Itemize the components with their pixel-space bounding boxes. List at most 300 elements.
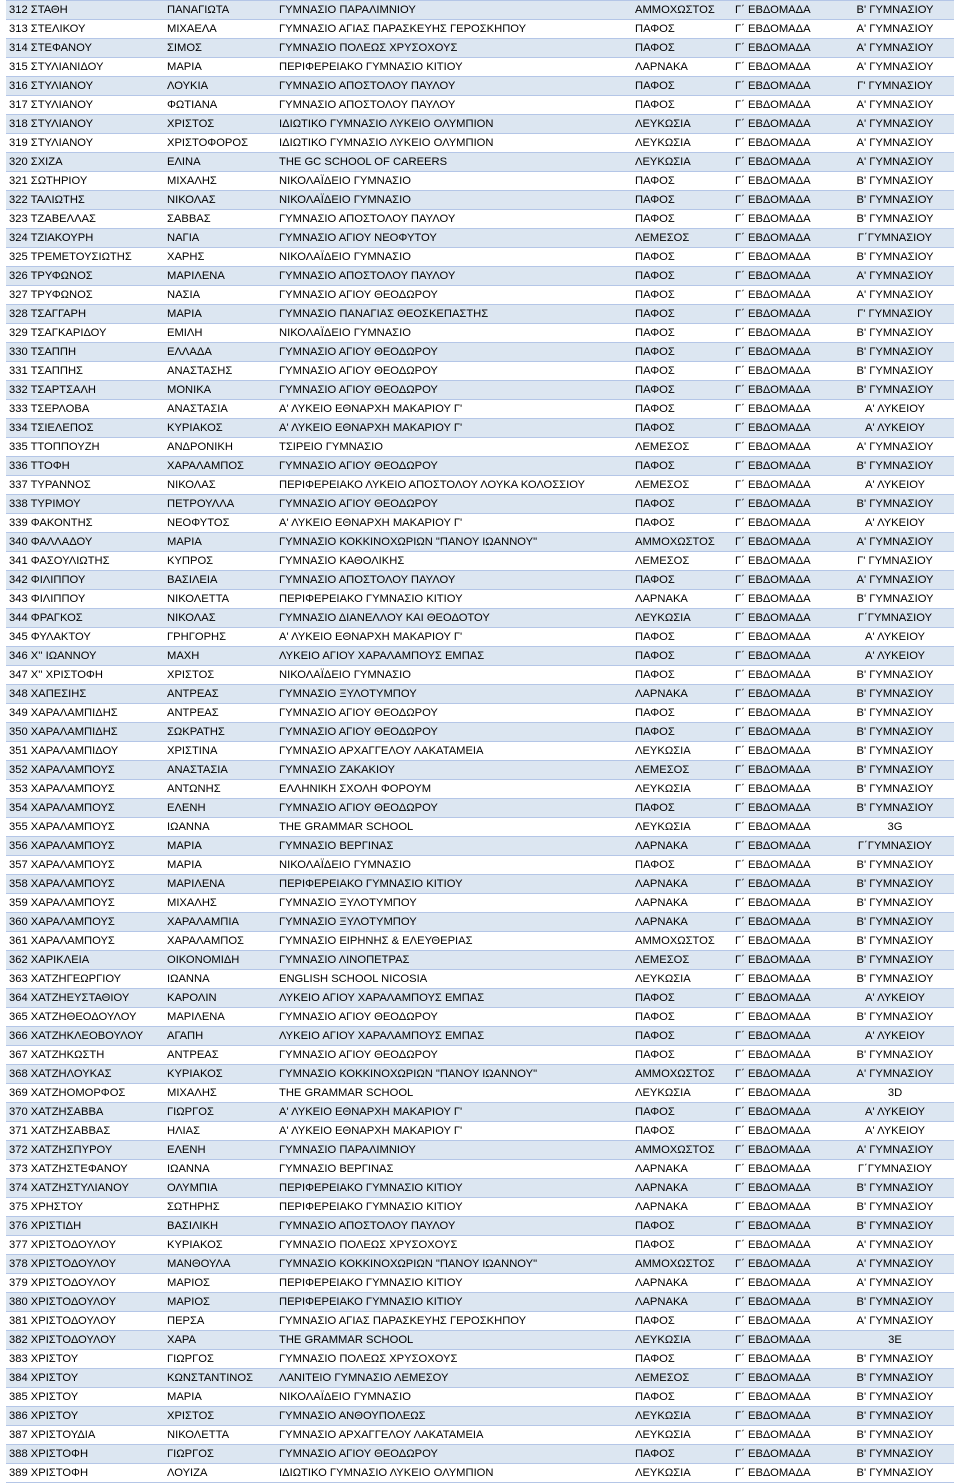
week-cell: Γ΄ ΕΒΔΟΜΑΔΑ (735, 1331, 836, 1350)
table-row (6, 818, 954, 837)
first-name-cell: ΜΙΧΑΛΗΣ (164, 172, 276, 191)
week-cell: Γ΄ ΕΒΔΟΜΑΔΑ (735, 134, 836, 153)
week-cell: Γ΄ ΕΒΔΟΜΑΔΑ (735, 514, 836, 533)
week-cell: Γ΄ ΕΒΔΟΜΑΔΑ (735, 1084, 836, 1103)
week-cell: Γ΄ ΕΒΔΟΜΑΔΑ (735, 476, 836, 495)
table-row (6, 1426, 954, 1445)
table-row (6, 1255, 954, 1274)
row-number-surname-cell: 367 ΧΑΤΖΗΚΩΣΤΗ (6, 1046, 164, 1065)
district-cell: ΑΜΜΟΧΩΣΤΟΣ (632, 1, 735, 20)
row-number-surname-cell: 383 ΧΡΙΣΤΟΥ (6, 1350, 164, 1369)
class-cell: Α' ΛΥΚΕΙΟΥ (836, 1122, 954, 1141)
table-row (6, 1350, 954, 1369)
class-cell: Β' ΓΥΜΝΑΣΙΟΥ (836, 1179, 954, 1198)
row-number-surname-cell: 322 ΤΑΛΙΩΤΗΣ (6, 191, 164, 210)
week-cell: Γ΄ ΕΒΔΟΜΑΔΑ (735, 191, 836, 210)
row-number-surname-cell: 389 ΧΡΙΣΤΟΦΗ (6, 1464, 164, 1483)
first-name-cell: ΣΩΚΡΑΤΗΣ (164, 723, 276, 742)
table-row (6, 1027, 954, 1046)
table-body (6, 1, 954, 1483)
district-cell: ΛΑΡΝΑΚΑ (632, 1198, 735, 1217)
table-row (6, 58, 954, 77)
school-cell: ΠΕΡΙΦΕΡΕΙΑΚΟ ΛΥΚΕΙΟ ΑΠΟΣΤΟΛΟΥ ΛΟΥΚΑ ΚΟΛΟΣΣΙΟΥ (276, 476, 632, 495)
table-row (6, 1122, 954, 1141)
school-cell: ΓΥΜΝΑΣΙΟ ΑΠΟΣΤΟΛΟΥ ΠΑΥΛΟΥ (276, 210, 632, 229)
table-row (6, 1293, 954, 1312)
class-cell: Β' ΓΥΜΝΑΣΙΟΥ (836, 495, 954, 514)
table-row (6, 1198, 954, 1217)
table-row (6, 1160, 954, 1179)
table-row (6, 1, 954, 20)
week-cell: Γ΄ ΕΒΔΟΜΑΔΑ (735, 438, 836, 457)
row-number-surname-cell: 318 ΣΤΥΛΙΑΝΟΥ (6, 115, 164, 134)
class-cell: Β' ΓΥΜΝΑΣΙΟΥ (836, 362, 954, 381)
school-cell: ΓΥΜΝΑΣΙΟ ΑΓΙΟΥ ΘΕΟΔΩΡΟΥ (276, 457, 632, 476)
week-cell: Γ΄ ΕΒΔΟΜΑΔΑ (735, 761, 836, 780)
school-cell: Α' ΛΥΚΕΙΟ ΕΘΝΑΡΧΗ ΜΑΚΑΡΙΟΥ Γ' (276, 514, 632, 533)
row-number-surname-cell: 354 ΧΑΡΑΛΑΜΠΟΥΣ (6, 799, 164, 818)
table-row (6, 438, 954, 457)
district-cell: ΠΑΦΟΣ (632, 20, 735, 39)
school-cell: ΓΥΜΝΑΣΙΟ ΒΕΡΓΙΝΑΣ (276, 1160, 632, 1179)
first-name-cell: ΜΑΡΙΑ (164, 1388, 276, 1407)
class-cell: Α' ΓΥΜΝΑΣΙΟΥ (836, 1065, 954, 1084)
school-cell: ΙΔΙΩΤΙΚΟ ΓΥΜΝΑΣΙΟ ΛΥΚΕΙΟ ΟΛΥΜΠΙΟΝ (276, 1464, 632, 1483)
class-cell: Α' ΛΥΚΕΙΟΥ (836, 989, 954, 1008)
row-number-surname-cell: 359 ΧΑΡΑΛΑΜΠΟΥΣ (6, 894, 164, 913)
table-row (6, 229, 954, 248)
week-cell: Γ΄ ΕΒΔΟΜΑΔΑ (735, 1141, 836, 1160)
table-row (6, 324, 954, 343)
row-number-surname-cell: 362 ΧΑΡΙΚΛΕΙΑ (6, 951, 164, 970)
school-cell: ΓΥΜΝΑΣΙΟ ΑΓΙΟΥ ΘΕΟΔΩΡΟΥ (276, 1046, 632, 1065)
week-cell: Γ΄ ΕΒΔΟΜΑΔΑ (735, 799, 836, 818)
row-number-surname-cell: 312 ΣΤΑΘΗ (6, 1, 164, 20)
table-row (6, 362, 954, 381)
district-cell: ΛΕΥΚΩΣΙΑ (632, 1084, 735, 1103)
class-cell: Β' ΓΥΜΝΑΣΙΟΥ (836, 875, 954, 894)
row-number-surname-cell: 328 ΤΣΑΓΓΑΡΗ (6, 305, 164, 324)
table-row (6, 514, 954, 533)
table-row (6, 1407, 954, 1426)
row-number-surname-cell: 379 ΧΡΙΣΤΟΔΟΥΛΟΥ (6, 1274, 164, 1293)
row-number-surname-cell: 313 ΣΤΕΛΙΚΟΥ (6, 20, 164, 39)
first-name-cell: ΑΝΤΡΕΑΣ (164, 1046, 276, 1065)
first-name-cell: ΣΙΜΟΣ (164, 39, 276, 58)
class-cell: 3G (836, 818, 954, 837)
first-name-cell: ΟΛΥΜΠΙΑ (164, 1179, 276, 1198)
school-cell: Α' ΛΥΚΕΙΟ ΕΘΝΑΡΧΗ ΜΑΚΑΡΙΟΥ Γ' (276, 628, 632, 647)
district-cell: ΠΑΦΟΣ (632, 514, 735, 533)
school-cell: ΓΥΜΝΑΣΙΟ ΠΟΛΕΩΣ ΧΡΥΣΟΧΟΥΣ (276, 1236, 632, 1255)
class-cell: Β' ΓΥΜΝΑΣΙΟΥ (836, 666, 954, 685)
class-cell: Β' ΓΥΜΝΑΣΙΟΥ (836, 780, 954, 799)
table-row (6, 419, 954, 438)
first-name-cell: ΠΑΝΑΓΙΩΤΑ (164, 1, 276, 20)
school-cell: ΤΣΙΡΕΙΟ ΓΥΜΝΑΣΙΟ (276, 438, 632, 457)
first-name-cell: ΜΑΡΙΑ (164, 533, 276, 552)
table-row (6, 590, 954, 609)
week-cell: Γ΄ ΕΒΔΟΜΑΔΑ (735, 96, 836, 115)
row-number-surname-cell: 327 ΤΡΥΦΩΝΟΣ (6, 286, 164, 305)
first-name-cell: ΜΑΡΙΟΣ (164, 1293, 276, 1312)
row-number-surname-cell: 363 ΧΑΤΖΗΓΕΩΡΓΙΟΥ (6, 970, 164, 989)
district-cell: ΠΑΦΟΣ (632, 381, 735, 400)
week-cell: Γ΄ ΕΒΔΟΜΑΔΑ (735, 77, 836, 96)
row-number-surname-cell: 335 ΤΤΟΠΠΟΥΖΗ (6, 438, 164, 457)
school-cell: ΠΕΡΙΦΕΡΕΙΑΚΟ ΓΥΜΝΑΣΙΟ ΚΙΤΙΟΥ (276, 1198, 632, 1217)
school-cell: ΓΥΜΝΑΣΙΟ ΠΑΡΑΛΙΜΝΙΟΥ (276, 1, 632, 20)
first-name-cell: ΑΝΑΣΤΑΣΗΣ (164, 362, 276, 381)
class-cell: Β' ΓΥΜΝΑΣΙΟΥ (836, 343, 954, 362)
first-name-cell: ΜΑΡΙΛΕΝΑ (164, 267, 276, 286)
class-cell: Β' ΓΥΜΝΑΣΙΟΥ (836, 1445, 954, 1464)
row-number-surname-cell: 331 ΤΣΑΠΠΗΣ (6, 362, 164, 381)
school-cell: ΓΥΜΝΑΣΙΟ ΚΟΚΚΙΝΟΧΩΡΙΩΝ "ΠΑΝΟΥ ΙΩΑΝΝΟΥ" (276, 1065, 632, 1084)
class-cell: Β' ΓΥΜΝΑΣΙΟΥ (836, 970, 954, 989)
district-cell: ΛΑΡΝΑΚΑ (632, 590, 735, 609)
first-name-cell: ΚΥΡΙΑΚΟΣ (164, 1065, 276, 1084)
school-cell: ΝΙΚΟΛΑΪΔΕΙΟ ΓΥΜΝΑΣΙΟ (276, 1388, 632, 1407)
first-name-cell: ΕΛΙΝΑ (164, 153, 276, 172)
school-cell: ΓΥΜΝΑΣΙΟ ΛΙΝΟΠΕΤΡΑΣ (276, 951, 632, 970)
week-cell: Γ΄ ΕΒΔΟΜΑΔΑ (735, 58, 836, 77)
school-cell: ΓΥΜΝΑΣΙΟ ΔΙΑΝΕΛΛΟΥ ΚΑΙ ΘΕΟΔΟΤΟΥ (276, 609, 632, 628)
first-name-cell: ΟΙΚΟΝΟΜΙΔΗ (164, 951, 276, 970)
first-name-cell: ΦΩΤΙΑΝΑ (164, 96, 276, 115)
first-name-cell: ΝΕΟΦΥΤΟΣ (164, 514, 276, 533)
class-cell: Α' ΛΥΚΕΙΟΥ (836, 1103, 954, 1122)
district-cell: ΛΕΜΕΣΟΣ (632, 229, 735, 248)
school-cell: ΛΥΚΕΙΟ ΑΓΙΟΥ ΧΑΡΑΛΑΜΠΟΥΣ ΕΜΠΑΣ (276, 647, 632, 666)
table-row (6, 837, 954, 856)
first-name-cell: ΗΛΙΑΣ (164, 1122, 276, 1141)
school-cell: ΓΥΜΝΑΣΙΟ ΠΟΛΕΩΣ ΧΡΥΣΟΧΟΥΣ (276, 39, 632, 58)
district-cell: ΛΑΡΝΑΚΑ (632, 913, 735, 932)
table-row (6, 932, 954, 951)
class-cell: Α' ΓΥΜΝΑΣΙΟΥ (836, 267, 954, 286)
first-name-cell: ΓΡΗΓΟΡΗΣ (164, 628, 276, 647)
row-number-surname-cell: 360 ΧΑΡΑΛΑΜΠΟΥΣ (6, 913, 164, 932)
week-cell: Γ΄ ΕΒΔΟΜΑΔΑ (735, 951, 836, 970)
class-cell: Α' ΓΥΜΝΑΣΙΟΥ (836, 1141, 954, 1160)
first-name-cell: ΙΩΑΝΝΑ (164, 970, 276, 989)
school-cell: ΓΥΜΝΑΣΙΟ ΖΑΚΑΚΙΟΥ (276, 761, 632, 780)
week-cell: Γ΄ ΕΒΔΟΜΑΔΑ (735, 932, 836, 951)
table-row (6, 305, 954, 324)
table-row (6, 1103, 954, 1122)
class-cell: Β' ΓΥΜΝΑΣΙΟΥ (836, 210, 954, 229)
week-cell: Γ΄ ΕΒΔΟΜΑΔΑ (735, 856, 836, 875)
row-number-surname-cell: 366 ΧΑΤΖΗΚΛΕΟΒΟΥΛΟΥ (6, 1027, 164, 1046)
week-cell: Γ΄ ΕΒΔΟΜΑΔΑ (735, 305, 836, 324)
first-name-cell: ΜΙΧΑΛΗΣ (164, 894, 276, 913)
table-row (6, 1008, 954, 1027)
school-cell: ΓΥΜΝΑΣΙΟ ΑΓΙΟΥ ΘΕΟΔΩΡΟΥ (276, 1008, 632, 1027)
table-row (6, 780, 954, 799)
first-name-cell: ΜΟΝΙΚΑ (164, 381, 276, 400)
table-row (6, 970, 954, 989)
row-number-surname-cell: 375 ΧΡΗΣΤΟΥ (6, 1198, 164, 1217)
week-cell: Γ΄ ΕΒΔΟΜΑΔΑ (735, 704, 836, 723)
first-name-cell: ΑΝΤΡΕΑΣ (164, 685, 276, 704)
first-name-cell: ΚΑΡΟΛΙΝ (164, 989, 276, 1008)
school-cell: ΓΥΜΝΑΣΙΟ ΚΟΚΚΙΝΟΧΩΡΙΩΝ "ΠΑΝΟΥ ΙΩΑΝΝΟΥ" (276, 1255, 632, 1274)
district-cell: ΠΑΦΟΣ (632, 362, 735, 381)
row-number-surname-cell: 314 ΣΤΕΦΑΝΟΥ (6, 39, 164, 58)
row-number-surname-cell: 364 ΧΑΤΖΗΕΥΣΤΑΘΙΟΥ (6, 989, 164, 1008)
first-name-cell: ΑΝΤΩΝΗΣ (164, 780, 276, 799)
district-cell: ΛΕΥΚΩΣΙΑ (632, 609, 735, 628)
week-cell: Γ΄ ΕΒΔΟΜΑΔΑ (735, 742, 836, 761)
week-cell: Γ΄ ΕΒΔΟΜΑΔΑ (735, 1388, 836, 1407)
row-number-surname-cell: 387 ΧΡΙΣΤΟΥΔΙΑ (6, 1426, 164, 1445)
district-cell: ΛΑΡΝΑΚΑ (632, 1160, 735, 1179)
row-number-surname-cell: 316 ΣΤΥΛΙΑΝΟΥ (6, 77, 164, 96)
school-cell: ΓΥΜΝΑΣΙΟ ΑΠΟΣΤΟΛΟΥ ΠΑΥΛΟΥ (276, 77, 632, 96)
class-cell: Α' ΓΥΜΝΑΣΙΟΥ (836, 1312, 954, 1331)
first-name-cell: ΛΟΥΚΙΑ (164, 77, 276, 96)
row-number-surname-cell: 317 ΣΤΥΛΙΑΝΟΥ (6, 96, 164, 115)
week-cell: Γ΄ ΕΒΔΟΜΑΔΑ (735, 1008, 836, 1027)
week-cell: Γ΄ ΕΒΔΟΜΑΔΑ (735, 1312, 836, 1331)
week-cell: Γ΄ ΕΒΔΟΜΑΔΑ (735, 1065, 836, 1084)
first-name-cell: ΧΑΡΑΛΑΜΠΟΣ (164, 457, 276, 476)
first-name-cell: ΚΥΡΙΑΚΟΣ (164, 419, 276, 438)
first-name-cell: ΜΑΡΙΑ (164, 58, 276, 77)
class-cell: Β' ΓΥΜΝΑΣΙΟΥ (836, 723, 954, 742)
district-cell: ΠΑΦΟΣ (632, 495, 735, 514)
district-cell: ΠΑΦΟΣ (632, 1217, 735, 1236)
district-cell: ΠΑΦΟΣ (632, 248, 735, 267)
table-row (6, 210, 954, 229)
week-cell: Γ΄ ΕΒΔΟΜΑΔΑ (735, 1464, 836, 1483)
class-cell: Γ΄ΓΥΜΝΑΣΙΟΥ (836, 609, 954, 628)
first-name-cell: ΧΡΙΣΤΙΝΑ (164, 742, 276, 761)
district-cell: ΠΑΦΟΣ (632, 799, 735, 818)
class-cell: Α' ΓΥΜΝΑΣΙΟΥ (836, 1236, 954, 1255)
row-number-surname-cell: 361 ΧΑΡΑΛΑΜΠΟΥΣ (6, 932, 164, 951)
week-cell: Γ΄ ΕΒΔΟΜΑΔΑ (735, 1027, 836, 1046)
table-row (6, 875, 954, 894)
class-cell: Α' ΓΥΜΝΑΣΙΟΥ (836, 153, 954, 172)
week-cell: Γ΄ ΕΒΔΟΜΑΔΑ (735, 1046, 836, 1065)
first-name-cell: ΕΛΕΝΗ (164, 799, 276, 818)
row-number-surname-cell: 358 ΧΑΡΑΛΑΜΠΟΥΣ (6, 875, 164, 894)
first-name-cell: ΜΙΧΑΛΗΣ (164, 1084, 276, 1103)
week-cell: Γ΄ ΕΒΔΟΜΑΔΑ (735, 1350, 836, 1369)
row-number-surname-cell: 344 ΦΡΑΓΚΟΣ (6, 609, 164, 628)
class-cell: Β' ΓΥΜΝΑΣΙΟΥ (836, 381, 954, 400)
district-cell: ΛΕΥΚΩΣΙΑ (632, 742, 735, 761)
week-cell: Γ΄ ΕΒΔΟΜΑΔΑ (735, 1293, 836, 1312)
class-cell: Β' ΓΥΜΝΑΣΙΟΥ (836, 172, 954, 191)
table-row (6, 191, 954, 210)
class-cell: Β' ΓΥΜΝΑΣΙΟΥ (836, 1388, 954, 1407)
week-cell: Γ΄ ΕΒΔΟΜΑΔΑ (735, 39, 836, 58)
district-cell: ΠΑΦΟΣ (632, 571, 735, 590)
row-number-surname-cell: 370 ΧΑΤΖΗΣΑΒΒΑ (6, 1103, 164, 1122)
class-cell: Γ' ΓΥΜΝΑΣΙΟΥ (836, 305, 954, 324)
week-cell: Γ΄ ΕΒΔΟΜΑΔΑ (735, 970, 836, 989)
district-cell: ΛΕΜΕΣΟΣ (632, 438, 735, 457)
class-cell: Β' ΓΥΜΝΑΣΙΟΥ (836, 248, 954, 267)
class-cell: Β' ΓΥΜΝΑΣΙΟΥ (836, 324, 954, 343)
table-row (6, 913, 954, 932)
district-cell: ΠΑΦΟΣ (632, 1312, 735, 1331)
row-number-surname-cell: 332 ΤΣΑΡΤΣΑΛΗ (6, 381, 164, 400)
table-row (6, 552, 954, 571)
first-name-cell: ΛΟΥΙΖΑ (164, 1464, 276, 1483)
school-cell: ΓΥΜΝΑΣΙΟ ΑΓΙΟΥ ΝΕΟΦΥΤΟΥ (276, 229, 632, 248)
school-cell: ΠΕΡΙΦΕΡΕΙΑΚΟ ΓΥΜΝΑΣΙΟ ΚΙΤΙΟΥ (276, 58, 632, 77)
table-row (6, 571, 954, 590)
week-cell: Γ΄ ΕΒΔΟΜΑΔΑ (735, 1, 836, 20)
week-cell: Γ΄ ΕΒΔΟΜΑΔΑ (735, 818, 836, 837)
week-cell: Γ΄ ΕΒΔΟΜΑΔΑ (735, 267, 836, 286)
class-cell: Γ΄ΓΥΜΝΑΣΙΟΥ (836, 229, 954, 248)
week-cell: Γ΄ ΕΒΔΟΜΑΔΑ (735, 210, 836, 229)
first-name-cell: ΧΑΡΑΛΑΜΠΙΑ (164, 913, 276, 932)
first-name-cell: ΓΙΩΡΓΟΣ (164, 1350, 276, 1369)
school-cell: ΓΥΜΝΑΣΙΟ ΞΥΛΟΤΥΜΠΟΥ (276, 913, 632, 932)
school-cell: ΓΥΜΝΑΣΙΟ ΑΓΙΟΥ ΘΕΟΔΩΡΟΥ (276, 799, 632, 818)
week-cell: Γ΄ ΕΒΔΟΜΑΔΑ (735, 20, 836, 39)
class-cell: Α' ΓΥΜΝΑΣΙΟΥ (836, 134, 954, 153)
district-cell: ΠΑΦΟΣ (632, 400, 735, 419)
row-number-surname-cell: 368 ΧΑΤΖΗΛΟΥΚΑΣ (6, 1065, 164, 1084)
week-cell: Γ΄ ΕΒΔΟΜΑΔΑ (735, 457, 836, 476)
table-row (6, 1217, 954, 1236)
class-cell: Γ' ΓΥΜΝΑΣΙΟΥ (836, 552, 954, 571)
table-row (6, 343, 954, 362)
table-row (6, 457, 954, 476)
school-cell: ΓΥΜΝΑΣΙΟ ΞΥΛΟΤΥΜΠΟΥ (276, 685, 632, 704)
district-cell: ΠΑΦΟΣ (632, 723, 735, 742)
class-cell: Β' ΓΥΜΝΑΣΙΟΥ (836, 1293, 954, 1312)
week-cell: Γ΄ ΕΒΔΟΜΑΔΑ (735, 1445, 836, 1464)
row-number-surname-cell: 355 ΧΑΡΑΛΑΜΠΟΥΣ (6, 818, 164, 837)
first-name-cell: ΜΑΡΙΟΣ (164, 1274, 276, 1293)
district-cell: ΠΑΦΟΣ (632, 210, 735, 229)
week-cell: Γ΄ ΕΒΔΟΜΑΔΑ (735, 590, 836, 609)
district-cell: ΠΑΦΟΣ (632, 647, 735, 666)
week-cell: Γ΄ ΕΒΔΟΜΑΔΑ (735, 1160, 836, 1179)
class-cell: Β' ΓΥΜΝΑΣΙΟΥ (836, 1, 954, 20)
district-cell: ΛΕΜΕΣΟΣ (632, 951, 735, 970)
district-cell: ΛΕΥΚΩΣΙΑ (632, 134, 735, 153)
district-cell: ΠΑΦΟΣ (632, 96, 735, 115)
district-cell: ΛΑΡΝΑΚΑ (632, 837, 735, 856)
district-cell: ΠΑΦΟΣ (632, 286, 735, 305)
class-cell: Β' ΓΥΜΝΑΣΙΟΥ (836, 457, 954, 476)
week-cell: Γ΄ ΕΒΔΟΜΑΔΑ (735, 780, 836, 799)
school-cell: ΛΑΝΙΤΕΙΟ ΓΥΜΝΑΣΙΟ ΛΕΜΕΣΟΥ (276, 1369, 632, 1388)
class-cell: Α' ΛΥΚΕΙΟΥ (836, 419, 954, 438)
week-cell: Γ΄ ΕΒΔΟΜΑΔΑ (735, 362, 836, 381)
school-cell: ΠΕΡΙΦΕΡΕΙΑΚΟ ΓΥΜΝΑΣΙΟ ΚΙΤΙΟΥ (276, 875, 632, 894)
district-cell: ΛΑΡΝΑΚΑ (632, 894, 735, 913)
table-row (6, 172, 954, 191)
first-name-cell: ΧΡΙΣΤΟΦΟΡΟΣ (164, 134, 276, 153)
week-cell: Γ΄ ΕΒΔΟΜΑΔΑ (735, 153, 836, 172)
class-cell: Α' ΛΥΚΕΙΟΥ (836, 400, 954, 419)
class-cell: Β' ΓΥΜΝΑΣΙΟΥ (836, 191, 954, 210)
district-cell: ΠΑΦΟΣ (632, 989, 735, 1008)
district-cell: ΛΑΡΝΑΚΑ (632, 1179, 735, 1198)
district-cell: ΛΕΥΚΩΣΙΑ (632, 153, 735, 172)
class-cell: Β' ΓΥΜΝΑΣΙΟΥ (836, 761, 954, 780)
school-cell: THE GRAMMAR SCHOOL (276, 1084, 632, 1103)
class-cell: Β' ΓΥΜΝΑΣΙΟΥ (836, 894, 954, 913)
school-cell: ΝΙΚΟΛΑΪΔΕΙΟ ΓΥΜΝΑΣΙΟ (276, 666, 632, 685)
class-cell: Β' ΓΥΜΝΑΣΙΟΥ (836, 932, 954, 951)
class-cell: Α' ΓΥΜΝΑΣΙΟΥ (836, 571, 954, 590)
school-cell: ΠΕΡΙΦΕΡΕΙΑΚΟ ΓΥΜΝΑΣΙΟ ΚΙΤΙΟΥ (276, 1274, 632, 1293)
school-cell: ΕΛΛΗΝΙΚΗ ΣΧΟΛΗ ΦΟΡΟΥΜ (276, 780, 632, 799)
week-cell: Γ΄ ΕΒΔΟΜΑΔΑ (735, 1236, 836, 1255)
row-number-surname-cell: 349 ΧΑΡΑΛΑΜΠΙΔΗΣ (6, 704, 164, 723)
spreadsheet-sheet (6, 0, 954, 1483)
table-row (6, 628, 954, 647)
table-row (6, 77, 954, 96)
district-cell: ΠΑΦΟΣ (632, 343, 735, 362)
row-number-surname-cell: 384 ΧΡΙΣΤΟΥ (6, 1369, 164, 1388)
table-row (6, 20, 954, 39)
row-number-surname-cell: 386 ΧΡΙΣΤΟΥ (6, 1407, 164, 1426)
district-cell: ΠΑΦΟΣ (632, 856, 735, 875)
class-cell: Α' ΓΥΜΝΑΣΙΟΥ (836, 115, 954, 134)
school-cell: ΝΙΚΟΛΑΪΔΕΙΟ ΓΥΜΝΑΣΙΟ (276, 248, 632, 267)
school-cell: ENGLISH SCHOOL NICOSIA (276, 970, 632, 989)
table-row (6, 1141, 954, 1160)
week-cell: Γ΄ ΕΒΔΟΜΑΔΑ (735, 666, 836, 685)
district-cell: ΠΑΦΟΣ (632, 457, 735, 476)
row-number-surname-cell: 329 ΤΣΑΓΚΑΡΙΔΟΥ (6, 324, 164, 343)
first-name-cell: ΝΑΓΙΑ (164, 229, 276, 248)
row-number-surname-cell: 340 ΦΑΛΛΑΔΟΥ (6, 533, 164, 552)
week-cell: Γ΄ ΕΒΔΟΜΑΔΑ (735, 286, 836, 305)
first-name-cell: ΝΙΚΟΛΕΤΤΑ (164, 1426, 276, 1445)
district-cell: ΠΑΦΟΣ (632, 172, 735, 191)
week-cell: Γ΄ ΕΒΔΟΜΑΔΑ (735, 1274, 836, 1293)
district-cell: ΠΑΦΟΣ (632, 77, 735, 96)
row-number-surname-cell: 371 ΧΑΤΖΗΣΑΒΒΑΣ (6, 1122, 164, 1141)
school-cell: ΓΥΜΝΑΣΙΟ ΑΓΙΟΥ ΘΕΟΔΩΡΟΥ (276, 286, 632, 305)
school-cell: ΓΥΜΝΑΣΙΟ ΑΠΟΣΤΟΛΟΥ ΠΑΥΛΟΥ (276, 267, 632, 286)
class-cell: Β' ΓΥΜΝΑΣΙΟΥ (836, 1217, 954, 1236)
class-cell: Β' ΓΥΜΝΑΣΙΟΥ (836, 1407, 954, 1426)
district-cell: ΛΕΥΚΩΣΙΑ (632, 1426, 735, 1445)
table-row (6, 1179, 954, 1198)
row-number-surname-cell: 382 ΧΡΙΣΤΟΔΟΥΛΟΥ (6, 1331, 164, 1350)
school-cell: ΓΥΜΝΑΣΙΟ ΑΓΙΟΥ ΘΕΟΔΩΡΟΥ (276, 704, 632, 723)
week-cell: Γ΄ ΕΒΔΟΜΑΔΑ (735, 837, 836, 856)
district-cell: ΛΕΥΚΩΣΙΑ (632, 780, 735, 799)
row-number-surname-cell: 319 ΣΤΥΛΙΑΝΟΥ (6, 134, 164, 153)
row-number-surname-cell: 320 ΣΧΙΖΑ (6, 153, 164, 172)
school-cell: THE GRAMMAR SCHOOL (276, 818, 632, 837)
table-row (6, 685, 954, 704)
class-cell: Β' ΓΥΜΝΑΣΙΟΥ (836, 913, 954, 932)
class-cell: Β' ΓΥΜΝΑΣΙΟΥ (836, 951, 954, 970)
first-name-cell: ΑΝΑΣΤΑΣΙΑ (164, 400, 276, 419)
first-name-cell: ΜΙΧΑΕΛΑ (164, 20, 276, 39)
district-cell: ΠΑΦΟΣ (632, 628, 735, 647)
first-name-cell: ΒΑΣΙΛΙΚΗ (164, 1217, 276, 1236)
table-row (6, 1388, 954, 1407)
school-cell: ΙΔΙΩΤΙΚΟ ΓΥΜΝΑΣΙΟ ΛΥΚΕΙΟ ΟΛΥΜΠΙΟΝ (276, 115, 632, 134)
